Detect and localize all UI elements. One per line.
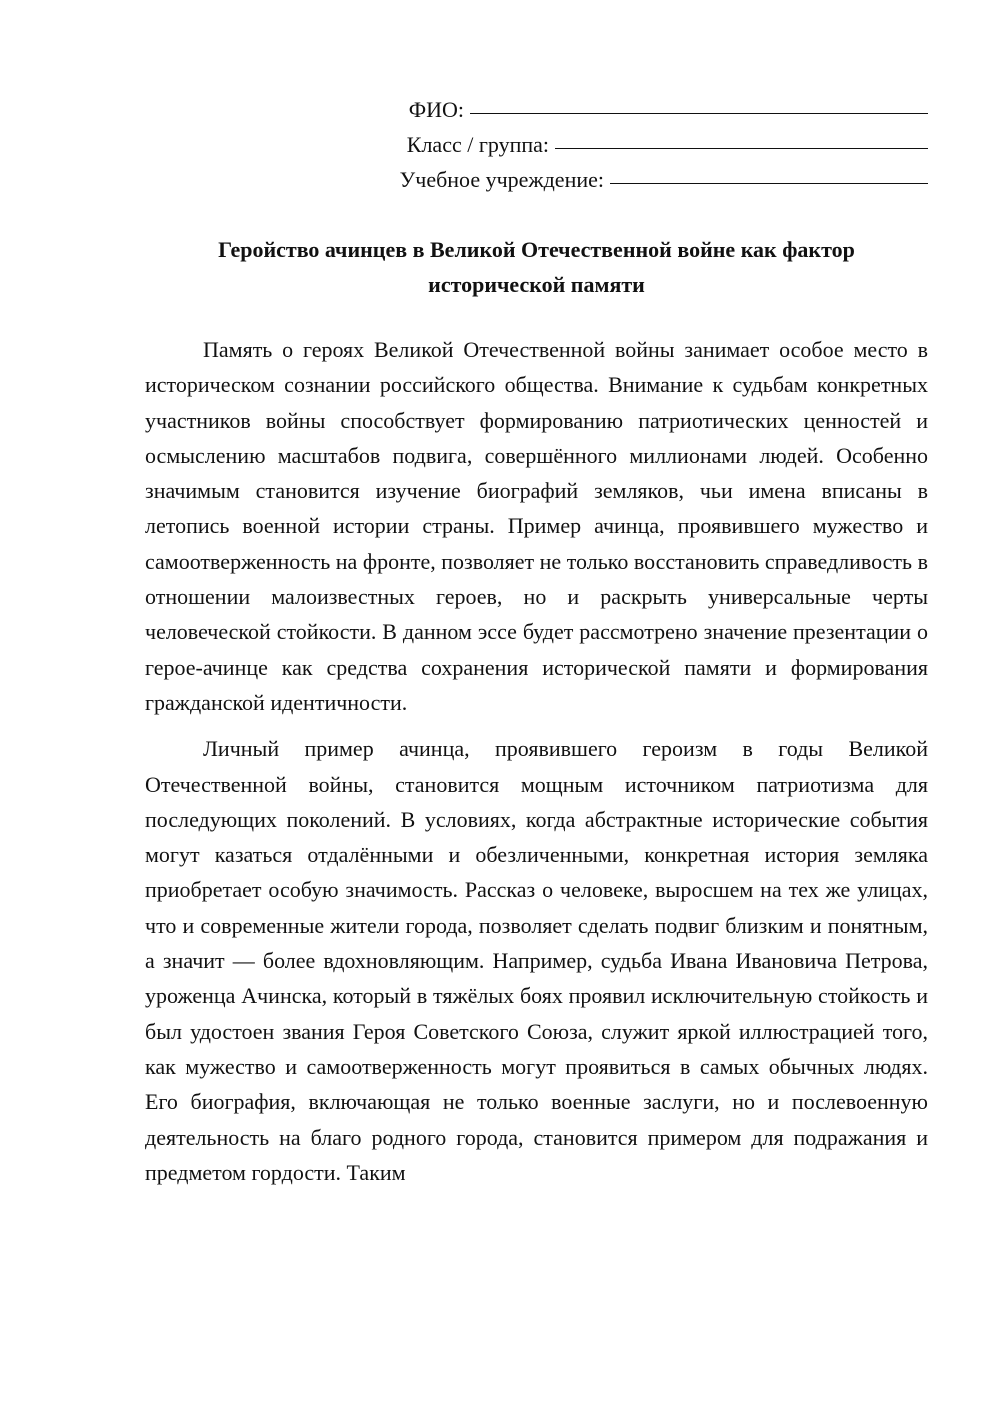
fio-field <box>368 92 928 127</box>
class-field <box>368 127 928 162</box>
essay-title-line-1: Геройство ачинцев в Великой Отечественной войне как фактор <box>218 237 855 262</box>
paragraph: Личный пример ачинца, проявившего героизм в годы Великой Отечественной войны, становится мощным источником патриотизма для последующих поколений. В условиях, когда абстрактные исторические события могут казаться отдалёнными и обезличенными, конкретная история земляка приобретает особую значимость. Рассказ о человеке, выросшем на тех же улицах, что и современные жители города, позволяет сделать подвиг близким и понятным, а значит — более вдохновляющим. Например, судьба Ивана Ивановича Петрова, уроженца Ачинска, который в тяжёлых боях проявил исключительную стойкость и был удостоен звания Героя Советского Союза, служит яркой иллюстрацией того, как мужество и самоотверженность могут проявиться в самых обычных людях. Его биография, включающая не только военные заслуги, но и послевоенную деятельность на благо родного города, становится примером для подражания и предметом гордости. Таким <box>145 736 928 1185</box>
class-label: Класс / группа: <box>406 132 549 157</box>
student-info-fields <box>368 92 928 197</box>
institution-label: Учебное учреждение: <box>399 167 604 192</box>
essay-title-line-2: исторической памяти <box>428 272 645 297</box>
paragraph: Память о героях Великой Отечественной войны занимает особое место в историческом сознании российского общества. Внимание к судьбам конкретных участников войны способствует формированию патриотических ценностей и осмыслению масштабов подвига, совершённого миллионами людей. Особенно значимым становится изучение биографий земляков, чьи имена вписаны в летопись военной истории страны. Пример ачинца, проявившего мужество и самоотверженность на фронте, позволяет не только восстановить справедливость в отношении малоизвестных героев, но и раскрыть универсальные черты человеческой стойкости. В данном эссе будет рассмотрено значение презентации о герое-ачинце как средства сохранения исторической памяти и формирования гражданской идентичности. <box>145 337 928 715</box>
class-blank-line[interactable] <box>555 147 928 149</box>
essay-body <box>145 332 928 1201</box>
essay-title <box>145 232 928 302</box>
fio-blank-line[interactable] <box>470 112 928 114</box>
fio-label: ФИО: <box>408 97 464 122</box>
institution-field <box>368 162 928 197</box>
institution-blank-line[interactable] <box>610 182 928 184</box>
